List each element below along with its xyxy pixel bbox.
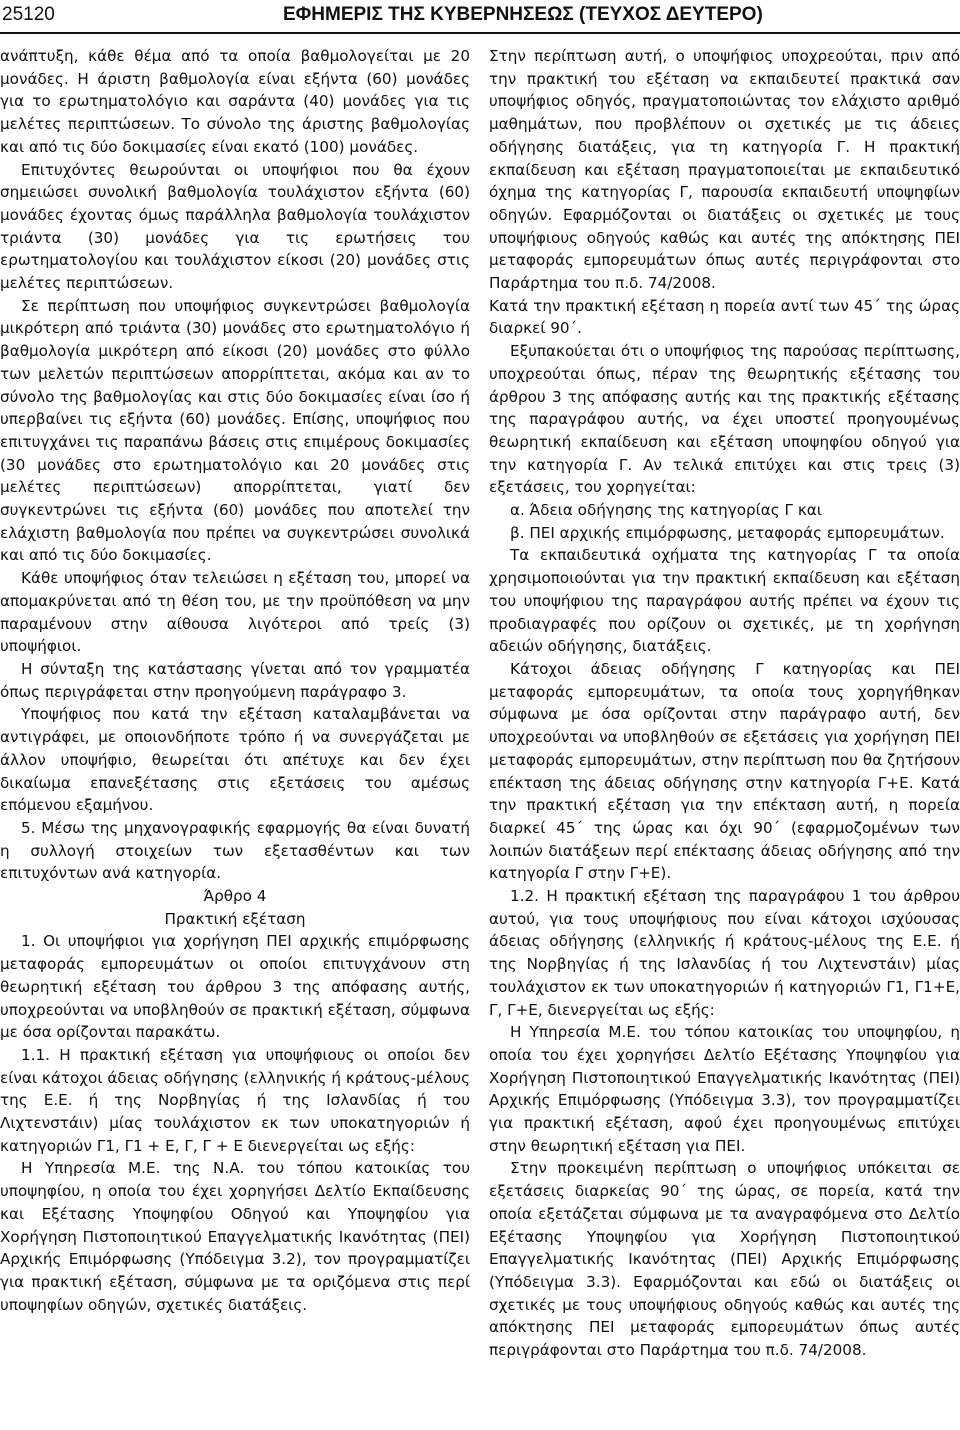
page-header [0,0,960,34]
left-column-paragraph: Επιτυχόντες θεωρούνται οι υποψήφιοι που θα έχουν σημειώσει συνολική βαθμολογία τουλάχιστον εξήντα (60) μονάδες έχοντας όμως παράλληλα βαθμολογία τουλάχιστον τριάντα (30) μονάδες για τις ερωτήσεις του ερωτηματολογίου και τουλάχιστον είκοσι (20) μονάδες στις μελέτες περιπτώσεων. [0,160,470,293]
left-column-paragraph: 1. Οι υποψήφιοι για χορήγηση ΠΕΙ αρχικής επιμόρφωσης μεταφοράς εμπορευμάτων οι οποίοι επιτυγχάνουν στη θεωρητική εξέταση του άρθρου 3 της απόφασης αυτής, υποχρεούνται να υποβληθούν σε πρακτική εξέταση, σύμφωνα με όσα ορίζονται παρακάτω. [0,932,470,1042]
left-column [0,45,470,1316]
left-column-paragraph: Πρακτική εξέταση [164,909,306,928]
right-column-paragraph: Η Υπηρεσία Μ.Ε. του τόπου κατοικίας του υποψηφίου, η οποία του έχει χορηγήσει Δελτίο Εξέτασης Υποψηφίου για Χορήγηση Πιστοποιητικού Επαγγελματικής Ικανότητας (ΠΕΙ) Αρχικής Επιμόρφωσης (Υπόδειγμα 3.3), τον προγραμματίζει για πρακτική εξέταση, αφού έχει προηγουμένως επιτύχει στην θεωρητική εξέταση για ΠΕΙ. [489,1023,960,1155]
right-column-paragraph: β. ΠΕΙ αρχικής επιμόρφωσης, μεταφοράς εμπορευμάτων. [510,523,945,542]
journal-title: ΕΦΗΜΕΡΙΣ ΤΗΣ ΚΥΒΕΡΝΗΣΕΩΣ (ΤΕΥΧΟΣ ΔΕΥΤΕΡΟ) [283,4,763,25]
right-column-paragraph: Στην περίπτωση αυτή, ο υποψήφιος υποχρεούται, πριν από την πρακτική του εξέταση να εκπαιδευτεί πρακτικά σαν υποψήφιος οδηγός, πραγματοποιώντας τον ελάχιστο αριθμό μαθημάτων, που προβλέπουν οι σχετικές με τις άδειες οδήγησης διατάξεις, για τη κατηγορία Γ. Η πρακτική εκπαίδευση και εξέταση πραγματοποιείται με εκπαιδευτικό όχημα της κατηγορίας Γ, παρουσία εκπαιδευτή υποψηφίων οδηγών. Εφαρμόζονται οι διατάξεις οι σχετικές με τους υποψήφιους οδηγούς καθώς και αυτές της απόκτησης ΠΕΙ μεταφοράς εμπορευμάτων όπως αυτές περιγράφονται στο Παράρτημα του π.δ. 74/2008. [489,47,960,293]
left-column-paragraph: Σε περίπτωση που υποψήφιος συγκεντρώσει βαθμολογία μικρότερη από τριάντα (30) μονάδες στο ερωτηματολόγιο ή βαθμολογία μικρότερη από είκοσι (20) μονάδες στο φύλλο των μελετών περιπτώσεων απορρίπτεται, ακόμα και αν το σύνολο της βαθμολογίας και στις δύο δοκιμασίες είναι ίσο ή υπερβαίνει τις εξήντα (60) μονάδες. Επίσης, υποψήφιος που επιτυγχάνει τις παραπάνω βάσεις στις επιμέρους δοκιμασίες (30 μονάδες στο ερωτηματολόγιο και 20 μονάδες στις μελέτες περιπτώσεων) απορρίπτεται, γιατί δεν συγκεντρώνει τις εξήντα (60) μονάδες που αποτελεί την ελάχιστη βαθμολογία που πρέπει να συγκεντρώσει συνολικά και από τις δύο δοκιμασίες. [0,296,470,565]
left-column-paragraph: Κάθε υποψήφιος όταν τελειώσει η εξέταση του, μπορεί να απομακρύνεται από τη θέση του, με την προϋπόθεση να μην παραμένουν στην αίθουσα λιγότεροι από τρείς (3) υποψήφιοι. [0,569,470,656]
right-column-paragraph: Κατά την πρακτική εξέταση η πορεία αντί των 45΄ της ώρας διαρκεί 90΄. [489,296,960,338]
right-column-paragraph: Κάτοχοι άδειας οδήγησης Γ κατηγορίας και ΠΕΙ μεταφοράς εμπορευμάτων, τα οποία τους χορηγήθηκαν σύμφωνα με όσα ορίζονται στην παράγραφο αυτή, δεν υποχρεούνται να υποβληθούν σε εξετάσεις για χορήγηση ΠΕΙ μεταφοράς εμπορευμάτων, στην περίπτωση που θα ζητήσουν επέκταση της άδειας οδήγησης στην κατηγορία Γ+Ε. Κατά την πρακτική εξέταση για την επέκταση αυτή, η πορεία διαρκεί 45΄ της ώρας και όχι 90΄ (εφαρμοζομένων των λοιπών διατάξεων περί επέκτασης άδειας οδήγησης από την κατηγορία Γ στην Γ+Ε). [489,659,960,883]
left-column-paragraph: Η Υπηρεσία Μ.Ε. της Ν.Α. του τόπου κατοικίας του υποψηφίου, η οποία του έχει χορηγήσει Δελτίο Εκπαίδευσης και Εξέτασης Υποψηφίου Οδηγού και Υποψηφίου για Χορήγηση Πιστοποιητικού Επαγγελματικής Ικανότητας (ΠΕΙ) Αρχικής Επιμόρφωσης (Υπόδειγμα 3.2), τον προγραμματίζει για πρακτική εξέταση, σύμφωνα με τα οριζόμενα στις περί υποψηφίων οδηγών, σχετικές διατάξεις. [0,1159,470,1314]
right-column-paragraph: Εξυπακούεται ότι ο υποψήφιος της παρούσας περίπτωσης, υποχρεούται όπως, πέραν της θεωρητικής εξέτασης του άρθρου 3 της απόφασης αυτής και της πρακτικής εξέτασης της παραγράφου αυτής, να έχει υποστεί προηγουμένως θεωρητική εκπαίδευση και εξέταση υποψηφίου οδηγού για την κατηγορία Γ. Αν τελικά επιτύχει και στις τρεις (3) εξετάσεις, του χορηγείται: [489,342,960,497]
left-column-paragraph: Η σύνταξη της κατάστασης γίνεται από τον γραμματέα όπως περιγράφεται στην προηγούμενη παράγραφο 3. [0,659,470,701]
left-column-paragraph: Υποψήφιος που κατά την εξέταση καταλαμβάνεται να αντιγράφει, με οποιονδήποτε τρόπο ή να συνεργάζεται με άλλον υποψήφιο, θεωρείται ότι απέτυχε και δεν έχει δικαίωμα επανεξέτασης στις εξετάσεις του αμέσως επόμενου εξαμήνου. [0,705,470,815]
left-column-paragraph: Άρθρο 4 [203,887,267,906]
left-column-paragraph: ανάπτυξη, κάθε θέμα από τα οποία βαθμολογείται με 20 μονάδες. Η άριστη βαθμολογία είναι εξήντα (60) μονάδες για το ερωτηματολόγιο και σαράντα (40) μονάδες για τις μελέτες περιπτώσεων. Το σύνολο της άριστης βαθμολογίας και από τις δύο δοκιμασίες είναι εκατό (100) μονάδες. [0,47,470,156]
right-column-paragraph: Στην προκειμένη περίπτωση ο υποψήφιος υπόκειται σε εξετάσεις διαρκείας 90΄ της ώρας, σε πορεία, κατά την οποία εξετάζεται σύμφωνα με τα αναγραφόμενα στο Δελτίο Εξέτασης Υποψηφίου για Χορήγηση Πιστοποιητικού Επαγγελματικής Ικανότητας (ΠΕΙ) Αρχικής Επιμόρφωσης (Υπόδειγμα 3.3). Εφαρμόζονται και εδώ οι διατάξεις οι σχετικές με τους υποψήφιους οδηγούς καθώς και αυτές της απόκτησης ΠΕΙ μεταφοράς εμπορευμάτων όπως αυτές περιγράφονται στο Παράρτημα του π.δ. 74/2008. [489,1159,960,1360]
header-divider [0,32,960,34]
page-number: 25120 [2,4,55,25]
right-column-paragraph: Τα εκπαιδευτικά οχήματα της κατηγορίας Γ τα οποία χρησιμοποιούνται για την πρακτική εκπαίδευση και εξέταση του υποψήφιου της παραγράφου αυτής πρέπει να έχουν τις προδιαγραφές που ορίζουν οι σχετικές, με τη χορήγηση αδειών οδήγησης, διατάξεις. [489,546,960,656]
right-column-paragraph: 1.2. Η πρακτική εξέταση της παραγράφου 1 του άρθρου αυτού, για τους υποψήφιους που είναι κάτοχοι ισχύουσας άδειας οδήγησης (ελληνικής ή κράτους-μέλους της Ε.Ε. ή της Νορβηγίας ή της Ισλανδίας ή του Λιχτενστάιν) μίας τουλάχιστον εκ των υποκατηγοριών ή κατηγοριών Γ1, Γ1+Ε, Γ, Γ+Ε, διενεργείται ως εξής: [489,887,960,1019]
left-column-paragraph: 5. Μέσω της μηχανογραφικής εφαρμογής θα είναι δυνατή η συλλογή στοιχείων των εξετασθέντων και των επιτυχόντων ανά κατηγορία. [0,818,470,883]
left-column-paragraph: 1.1. Η πρακτική εξέταση για υποψήφιους οι οποίοι δεν είναι κάτοχοι άδειας οδήγησης (ελληνικής ή κράτους-μέλους της Ε.Ε. ή της Νορβηγίας ή της Ισλανδίας ή του Λιχτενστάιν) μίας τουλάχιστον εκ των υποκατηγοριών ή κατηγοριών Γ1, Γ1 + Ε, Γ, Γ + Ε διενεργείται ως εξής: [0,1045,470,1155]
right-column-paragraph: α. Άδεια οδήγησης της κατηγορίας Γ και [510,501,822,520]
right-column [489,45,960,1362]
